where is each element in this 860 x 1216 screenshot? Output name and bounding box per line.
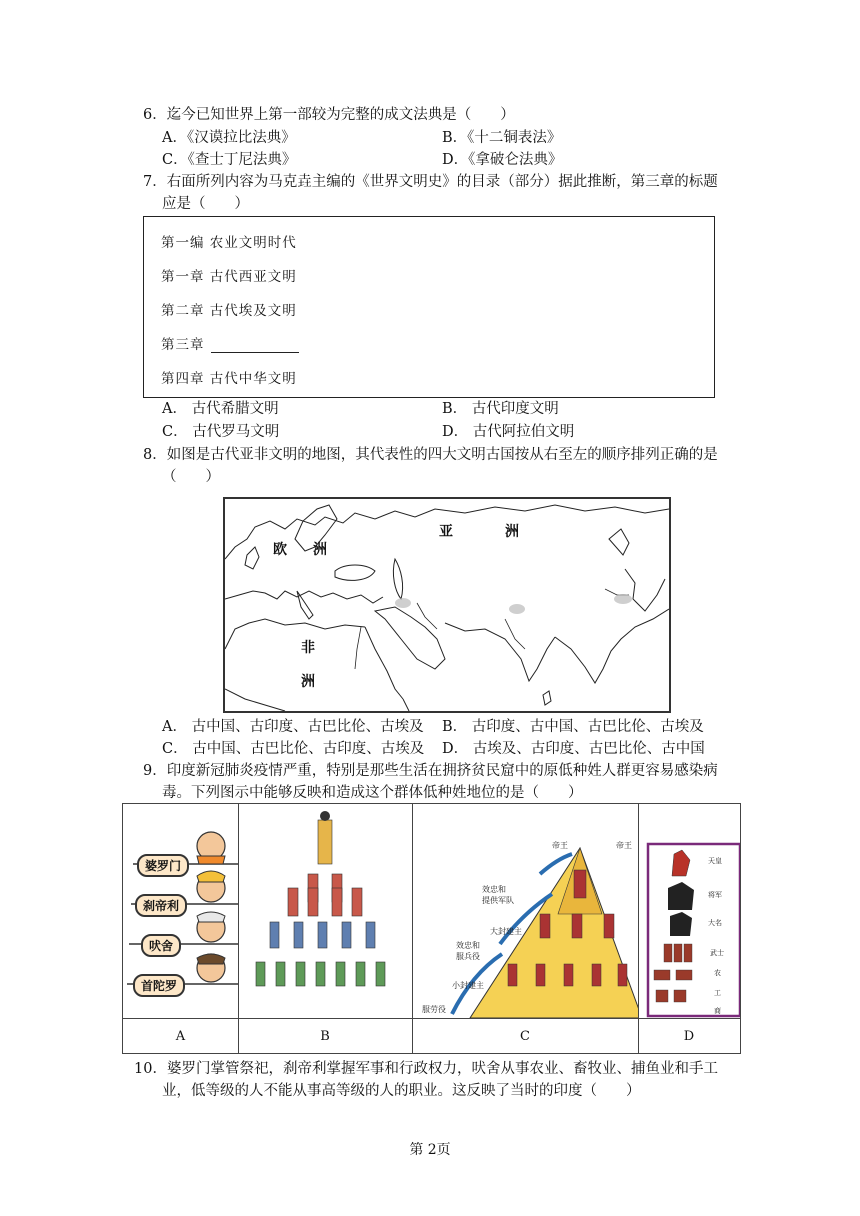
q8-option-b: B． 古印度、古中国、古巴比伦、古埃及 [442,719,704,735]
label-loyal-service: 效忠和 服兵役 [456,941,480,961]
toc-line-3: 第二章 古代埃及文明 [161,303,297,319]
map-label-asia-1: 亚 [439,524,453,540]
q9-stem-line1: 9．印度新冠肺炎疫情严重，特别是那些生活在拥挤贫民窟中的原低种姓人群更容易感染病 [143,763,718,779]
caste-label-vaishya: 吠舍 [141,934,181,957]
q7-stem-line1: 7．右面所列内容为马克垚主编的《世界文明史》的目录（部分）据此推断，第三章的标题 [143,174,718,190]
q7-stem-line2: 应是（ ） [162,196,249,212]
label-king-left: 帝王 [552,841,568,850]
label-labor: 服劳役 [422,1005,446,1014]
toc-line-1: 第一编 农业文明时代 [161,235,297,251]
q8-stem-line1: 8．如图是古代亚非文明的地图，其代表性的四大文明古国按从右至左的顺序排列正确的是 [143,447,718,463]
map-label-asia-2: 洲 [505,524,519,540]
figure-hierarchy-graphic [238,804,412,1018]
image-c-feudal-pyramid [412,804,639,1018]
label-king-right: 帝王 [616,841,632,850]
image-b-figure-hierarchy [238,804,413,1018]
label-small-lord: 小封建主 [452,981,484,990]
q9-image-table [122,803,741,1054]
q10-stem-line1: 10．婆罗门掌管祭祀，刹帝利掌握军事和行政权力，吠舍从事农业、畜牧业、捕鱼业和手工 [134,1061,718,1077]
q8-option-a: A． 古中国、古印度、古巴比伦、古埃及 [162,719,424,735]
q10-stem-line2: 业，低等级的人不能从事高等级的人的职业。这反映了当时的印度（ ） [162,1083,641,1099]
q8-stem-line2: （ ） [162,469,220,485]
q7-option-d: D． 古代阿拉伯文明 [442,424,575,440]
caste-label-kshatriya: 刹帝利 [135,894,187,917]
q8-option-c: C． 古中国、古巴比伦、古印度、古埃及 [162,741,425,757]
q7-option-b: B． 古代印度文明 [442,401,559,417]
d-label-merchant: 商 [714,1007,721,1015]
japan-hierarchy-graphic [638,804,740,1018]
caption-c: C [412,1018,639,1053]
toc-box [143,216,715,398]
map-label-africa-2: 洲 [301,674,315,690]
caste-label-brahmin: 婆罗门 [137,854,189,877]
map-label-europe-2: 洲 [313,542,327,558]
image-a-caste-pyramid [123,804,239,1018]
toc-blank [211,338,299,353]
d-label-artisan: 工 [714,989,721,997]
q6-option-d: D．《拿破仑法典》 [442,152,563,168]
q6-option-c: C．《查士丁尼法典》 [162,152,297,168]
q6-stem: 6．迄今已知世界上第一部较为完整的成文法典是（ ） [143,107,515,123]
d-label-farmer: 农 [714,969,721,977]
toc-line-2: 第一章 古代西亚文明 [161,269,297,285]
image-d-japan-hierarchy [638,804,740,1018]
q7-option-c: C． 古代罗马文明 [162,424,280,440]
q8-option-d: D． 古埃及、古印度、古巴比伦、古中国 [442,741,705,757]
afro-asia-map [223,497,671,713]
q6-option-b: B．《十二铜表法》 [442,130,562,146]
feudal-pyramid-graphic [412,804,638,1018]
d-label-samurai: 武士 [710,949,724,957]
q6-option-a: A．《汉谟拉比法典》 [162,130,296,146]
q7-option-a: A． 古代希腊文明 [162,401,279,417]
toc-line-5: 第四章 古代中华文明 [161,371,297,387]
toc-line-4: 第三章 [161,333,299,353]
d-label-shogun: 将军 [708,891,722,899]
d-label-emperor: 天皇 [708,857,722,865]
caste-label-shudra: 首陀罗 [133,974,185,997]
caption-b: B [238,1018,413,1053]
d-label-daimyo: 大名 [708,919,722,927]
label-loyal-army: 效忠和 提供军队 [482,885,514,905]
caption-a: A [123,1018,239,1053]
label-great-lord: 大封建主 [490,927,522,936]
caption-d: D [638,1018,740,1053]
map-label-africa-1: 非 [301,640,315,656]
q9-stem-line2: 毒。下列图示中能够反映和造成这个群体低种姓地位的是（ ） [162,785,583,801]
map-label-europe-1: 欧 [273,542,287,558]
page-footer: 第 2页 [409,1142,451,1158]
